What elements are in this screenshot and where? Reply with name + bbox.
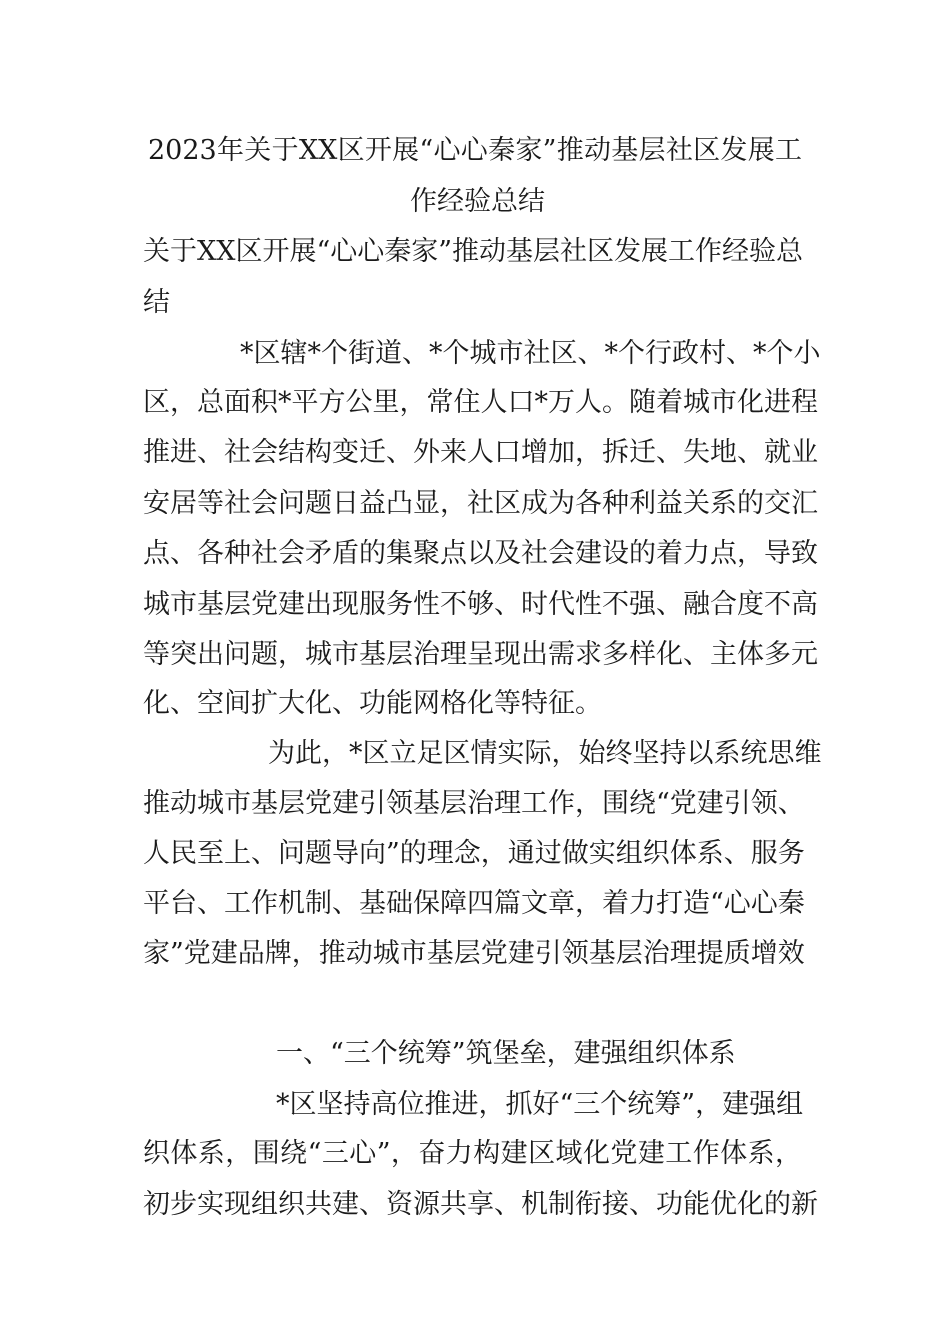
paragraph-3-text-3: 初步实现组织共建、资源共享、机制衔接、功能优化的新: [143, 1189, 818, 1220]
paragraph-2-text-3: 人民至上、问题导向”的理念，通过做实组织体系、服务: [143, 838, 805, 869]
paragraph-3-line-3: [143, 1189, 818, 1220]
paragraph-2-line-4: [143, 888, 805, 919]
title-text-1: 2023年关于XX区开展“心心秦家”推动基层社区发展工: [148, 135, 802, 166]
paragraph-3-text-2: 织体系，围绕“三心”，奋力构建区域化党建工作体系，: [143, 1138, 802, 1169]
paragraph-2-line-1: [268, 738, 822, 769]
paragraph-1-line-2: [143, 387, 818, 418]
paragraph-1-text-2: 区，总面积*平方公里，常住人口*万人。随着城市化进程: [143, 387, 818, 418]
paragraph-2-text-2: 推动城市基层党建引领基层治理工作，围绕“党建引领、: [143, 788, 805, 819]
paragraph-1-text-3: 推进、社会结构变迁、外来人口增加，拆迁、失地、就业: [143, 437, 818, 468]
title-text-2: 作经验总结: [410, 186, 545, 217]
paragraph-3-line-2: [143, 1140, 802, 1167]
paragraph-2-text-1: 为此，*区立足区情实际，始终坚持以系统思维: [268, 738, 822, 769]
paragraph-1-line-6: [143, 589, 818, 620]
paragraph-1-text-1: *区辖*个街道、*个城市社区、*个行政村、*个小: [240, 338, 821, 369]
paragraph-1-line-8: [143, 690, 602, 717]
title-line-2: [410, 188, 545, 215]
subtitle-text-1: 关于XX区开展“心心秦家”推动基层社区发展工作经验总: [143, 236, 804, 267]
subtitle-text-2: 结: [143, 287, 170, 318]
paragraph-1-line-3: [143, 437, 818, 468]
paragraph-2-text-5: 家”党建品牌，推动城市基层党建引领基层治理提质增效: [143, 938, 805, 969]
section-1-heading-text: 一、“三个统筹”筑堡垒，建强组织体系: [276, 1038, 736, 1069]
paragraph-1-text-5: 点、各种社会矛盾的集聚点以及社会建设的着力点，导致: [143, 538, 818, 569]
paragraph-1-text-6: 城市基层党建出现服务性不够、时代性不强、融合度不高: [143, 589, 818, 620]
paragraph-1-text-7: 等突出问题，城市基层治理呈现出需求多样化、主体多元: [143, 639, 818, 670]
section-1-heading: [276, 1040, 736, 1067]
paragraph-2-line-2: [143, 788, 805, 819]
paragraph-2-text-4: 平台、工作机制、基础保障四篇文章，着力打造“心心秦: [143, 888, 805, 919]
title-line-1: [148, 137, 802, 164]
paragraph-3-text-1: *区坚持高位推进，抓好“三个统筹”，建强组: [276, 1089, 804, 1120]
paragraph-3-line-1: [276, 1091, 802, 1118]
paragraph-1-line-4: [143, 488, 818, 519]
paragraph-1-line-5: [143, 538, 818, 569]
paragraph-1-line-1: [240, 338, 821, 369]
subtitle-line-1: [143, 238, 802, 265]
paragraph-1-text-4: 安居等社会问题日益凸显，社区成为各种利益关系的交汇: [143, 488, 818, 519]
paragraph-2-line-5: [143, 938, 805, 969]
paragraph-2-line-3: [143, 838, 805, 869]
paragraph-1-line-7: [143, 639, 818, 670]
subtitle-line-2: [143, 289, 170, 316]
paragraph-1-text-8: 化、空间扩大化、功能网格化等特征。: [143, 688, 602, 719]
